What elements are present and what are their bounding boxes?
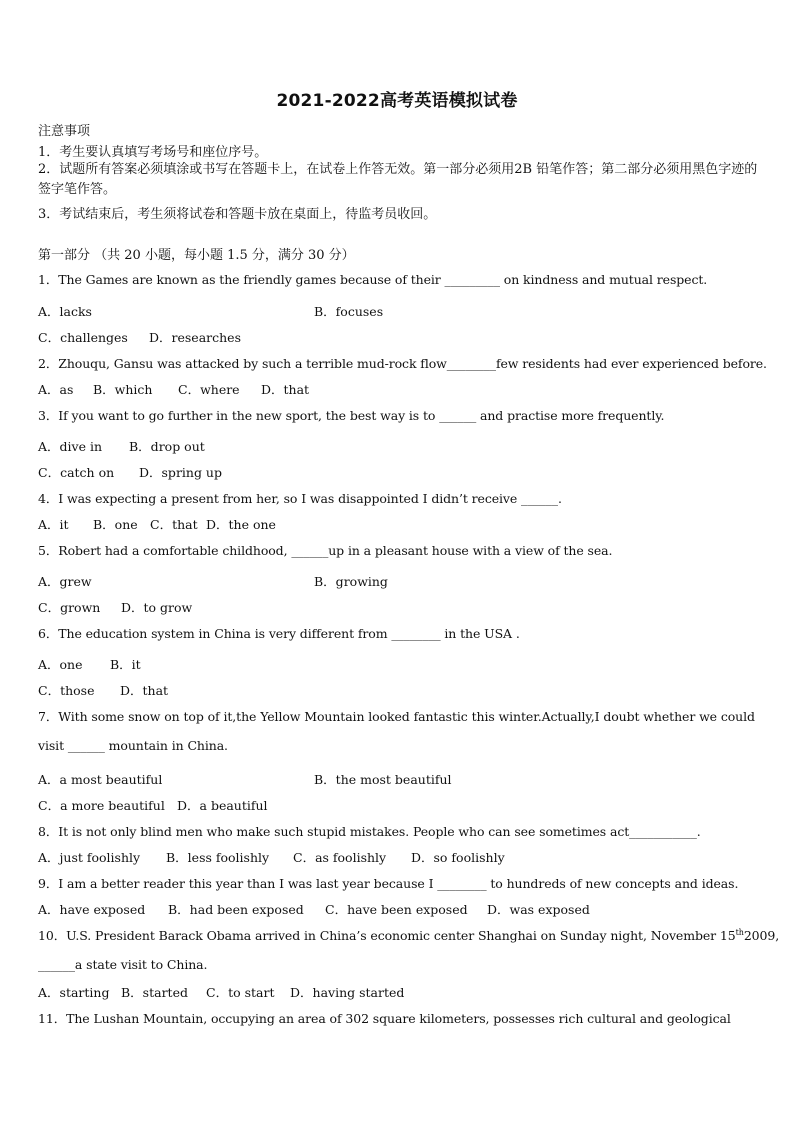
question-stem: [38, 926, 779, 944]
notice-item: 1．考生要认真填写考场号和座位序号。: [38, 145, 268, 160]
question-stem: 9．I am a better reader this year than I was last year because I ________ to hundreds of new concepts and ideas.: [38, 876, 739, 891]
option: C．where: [178, 382, 240, 397]
option: B．one: [93, 517, 138, 532]
option: D．that: [261, 382, 310, 397]
question-stem: 7．With some snow on top of it,the Yellow Mountain looked fantastic this winter.Actually,I doubt whether we could: [38, 709, 755, 724]
option: B．had been exposed: [168, 902, 304, 917]
notice-heading: 注意事项: [38, 124, 91, 139]
option: B．focuses: [314, 304, 384, 319]
option: B．less foolishly: [166, 850, 270, 865]
option: A．one: [38, 657, 83, 672]
option: B．started: [121, 985, 188, 1000]
option: C．have been exposed: [325, 902, 468, 917]
question-stem: 2．Zhouqu, Gansu was attacked by such a terrible mud-rock flow________few residents had ever experienced before.: [38, 356, 767, 371]
option: B．drop out: [129, 439, 205, 454]
option: D．a beautiful: [177, 798, 268, 813]
question-stem: 5．Robert had a comfortable childhood, ______up in a pleasant house with a view of the sea.: [38, 543, 613, 558]
option: A．it: [38, 517, 69, 532]
notice-item: 2．试题所有答案必须填涂或书写在答题卡上，在试卷上作答无效。第一部分必须用2B 铅笔作答；第二部分必须用黑色字迹的签字笔作答。: [38, 162, 758, 197]
notice-item: 3．考试结束后，考生须将试卷和答题卡放在桌面上，待监考员收回。: [38, 207, 437, 222]
option: C．a more beautiful: [38, 798, 165, 813]
option: B．growing: [314, 574, 388, 589]
option: D．having started: [290, 985, 405, 1000]
option: A．as: [38, 382, 74, 397]
option: A．grew: [38, 574, 92, 589]
option: A．lacks: [38, 304, 92, 319]
option: B．the most beautiful: [314, 772, 452, 787]
question-stem-continued: visit ______ mountain in China.: [38, 738, 228, 753]
option: B．which: [93, 382, 153, 397]
question-stem-continued: ______a state visit to China.: [38, 957, 208, 972]
option: C．challenges: [38, 330, 128, 345]
option: A．just foolishly: [38, 850, 141, 865]
question-stem-text: 10．U.S. President Barack Obama arrived in China’s economic center Shanghai on Sunday night, November 15: [38, 928, 736, 943]
option: A．have exposed: [38, 902, 146, 917]
option: D．to grow: [121, 600, 193, 615]
option: C．that: [150, 517, 198, 532]
question-stem: 1．The Games are known as the friendly games because of their _________ on kindness and mutual respect.: [38, 272, 708, 287]
page-title: 2021-2022高考英语模拟试卷: [276, 91, 518, 111]
option: A．dive in: [38, 439, 103, 454]
option: C．catch on: [38, 465, 115, 480]
section-heading: 第一部分 （共 20 小题，每小题 1.5 分，满分 30 分）: [38, 248, 355, 263]
question-stem-tail: 2009,: [743, 928, 780, 943]
option: B．it: [110, 657, 141, 672]
question-stem: 4．I was expecting a present from her, so I was disappointed I didn’t receive ______.: [38, 491, 562, 506]
option: D．that: [120, 683, 169, 698]
ordinal-suffix: th: [735, 927, 744, 937]
option: C．grown: [38, 600, 101, 615]
option: C．those: [38, 683, 95, 698]
question-stem: 6．The education system in China is very different from ________ in the USA .: [38, 626, 520, 641]
question-stem: 3．If you want to go further in the new sport, the best way is to ______ and practise more frequently.: [38, 408, 665, 423]
option: A．a most beautiful: [38, 772, 163, 787]
option: D．researches: [149, 330, 241, 345]
option: D．was exposed: [487, 902, 590, 917]
option: D．spring up: [139, 465, 222, 480]
question-stem: 11．The Lushan Mountain, occupying an area of 302 square kilometers, possesses rich cultural and geological: [38, 1011, 731, 1026]
option: C．to start: [206, 985, 275, 1000]
option: C．as foolishly: [293, 850, 387, 865]
question-stem: 8．It is not only blind men who make such stupid mistakes. People who can see sometimes act___________.: [38, 824, 701, 839]
option: D．the one: [206, 517, 276, 532]
option: D．so foolishly: [411, 850, 505, 865]
option: A．starting: [38, 985, 110, 1000]
